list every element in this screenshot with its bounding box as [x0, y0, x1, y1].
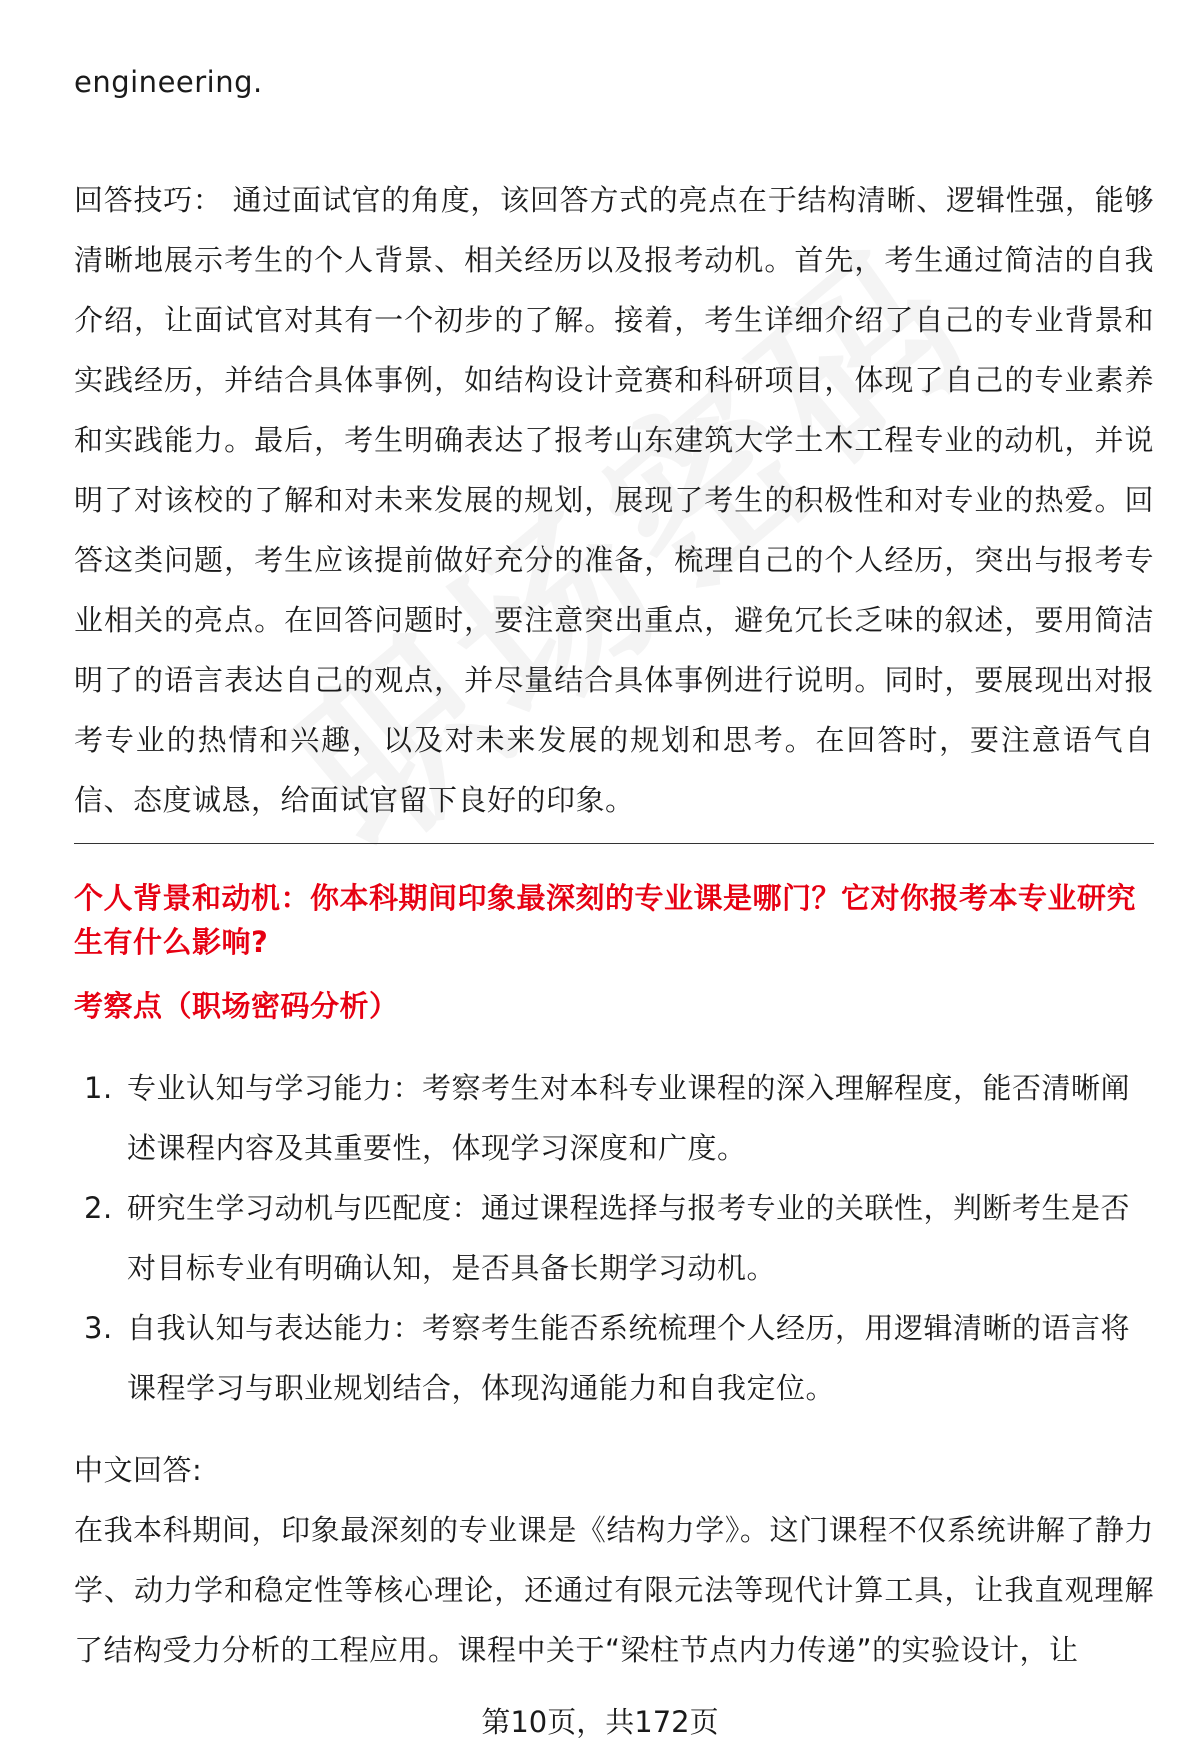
list-item [74, 1298, 1154, 1418]
list-item [74, 1178, 1154, 1298]
list-item-text: 研究生学习动机与匹配度：通过课程选择与报考专业的关联性，判断考生是否对目标专业有明确认知，是否具备长期学习动机。 [127, 1191, 1131, 1285]
page-footer: 第10页，共172页 [481, 1705, 719, 1739]
question-heading: 个人背景和动机：你本科期间印象最深刻的专业课是哪门？它对你报考本专业研究生有什么影响? [74, 881, 1137, 959]
tips-paragraph: 回答技巧： 通过面试官的角度，该回答方式的亮点在于结构清晰、逻辑性强，能够清晰地展示考生的个人背景、相关经历以及报考动机。首先，考生通过简洁的自我介绍，让面试官对其有一个初步的了解。接着，考生详细介绍了自己的专业背景和实践经历，并结合具体事例，如结构设计竞赛和科研项目，体现了自己的专业素养和实践能力。最后，考生明确表达了报考山东建筑大学土木工程专业的动机，并说明了对该校的了解和对未来发展的规划，展现了考生的积极性和对专业的热爱。回答这类问题，考生应该提前做好充分的准备，梳理自己的个人经历，突出与报考专业相关的亮点。在回答问题时，要注意突出重点，避免冗长乏味的叙述，要用简洁明了的语言表达自己的观点，并尽量结合具体事例进行说明。同时，要展现出对报考专业的热情和兴趣，以及对未来发展的规划和思考。在回答时，要注意语气自信、态度诚恳，给面试官留下良好的印象。 [74, 183, 1154, 817]
list-item [74, 1058, 1154, 1178]
answer-body: 在我本科期间，印象最深刻的专业课是《结构力学》。这门课程不仅系统讲解了静力学、动力学和稳定性等核心理论，还通过有限元法等现代计算工具，让我直观理解了结构受力分析的工程应用。课程中关于“梁柱节点内力传递”的实验设计，让 [74, 1513, 1154, 1667]
list-item-number: 1. [84, 1071, 113, 1105]
list-item-number: 2. [84, 1191, 113, 1225]
answer-label: 中文回答: [74, 1453, 203, 1487]
exam-points-heading: 考察点（职场密码分析） [74, 989, 399, 1023]
list-item-text: 自我认知与表达能力：考察考生能否系统梳理个人经历，用逻辑清晰的语言将课程学习与职业规划结合，体现沟通能力和自我定位。 [127, 1311, 1131, 1405]
section-divider [74, 843, 1154, 844]
list-item-number: 3. [84, 1311, 113, 1345]
top-fragment: engineering. [74, 65, 263, 99]
exam-points-list [74, 1058, 1154, 1418]
top-content [74, 52, 1154, 830]
list-item-text: 专业认知与学习能力：考察考生对本科专业课程的深入理解程度，能否清晰阐述课程内容及其重要性，体现学习深度和广度。 [127, 1071, 1131, 1165]
